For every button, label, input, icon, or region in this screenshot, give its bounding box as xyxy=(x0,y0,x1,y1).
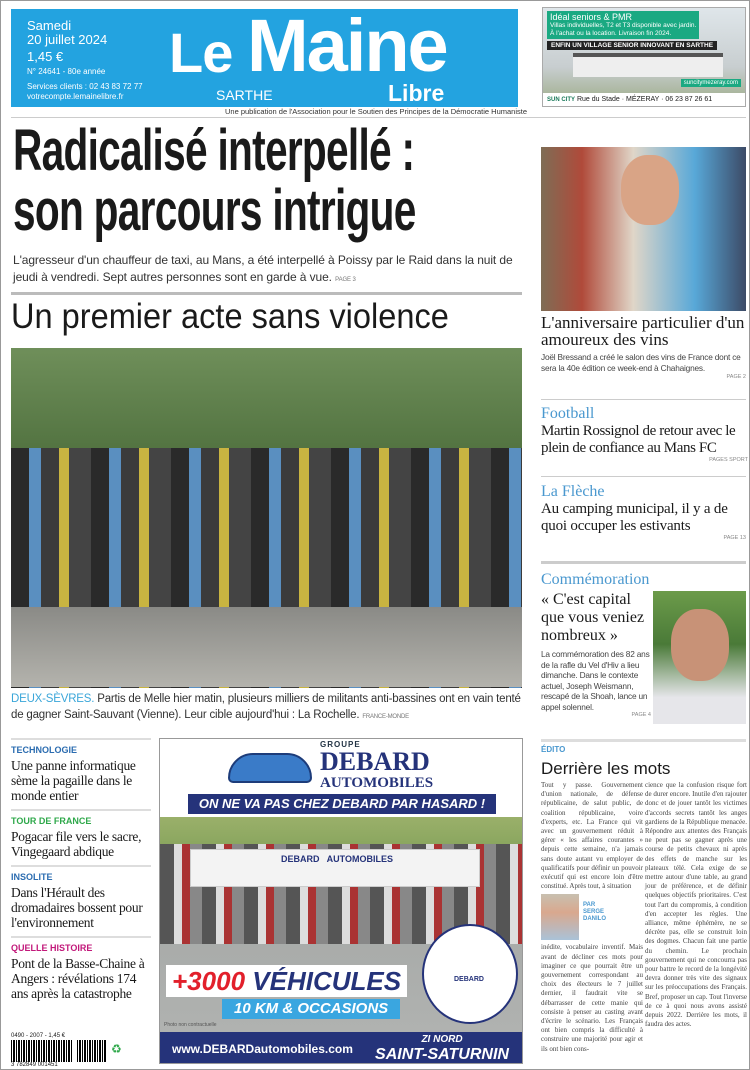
date: 20 juillet 2024 xyxy=(27,32,108,47)
edito-author xyxy=(541,894,643,940)
page-ref: PAGES SPORT xyxy=(709,457,748,463)
brief-category: TOUR DE FRANCE xyxy=(11,816,92,826)
barcode-top: 0490 - 2007 - 1,45 € xyxy=(11,1033,66,1039)
ad-city: SAINT-SATURNIN xyxy=(375,1046,509,1063)
vehicles-label: VÉHICULES xyxy=(252,966,402,996)
story-lead: La commémoration des 82 ans de la rafle du Vel d'Hiv a lieu dimanche. Dans le contexte actuel, Joseph Weismann, rescapé de la Shoah, lance un appel solennel. xyxy=(541,649,650,712)
edito-text: Tout y passe. Gouvernement d'union nationale, de défense républicaine, de salut public, de coalition républicaine, voire d'experts, etc. La France qui vit avec un gouvernement réduit à gérer « les affaires courantes » depuis cette semaine, n'a jamais sans doute autant vu employer de qualificatifs pour définir un pouvoir exécutif qui est encore loin d'être constitué. Après tout, à situation xyxy=(541,781,643,891)
ad-subline: 10 KM & OCCASIONS xyxy=(222,999,400,1019)
masthead xyxy=(11,4,518,107)
protest-photo xyxy=(11,348,522,687)
divider xyxy=(541,399,746,400)
edito-kicker: ÉDITO xyxy=(541,745,566,754)
lead-headline[interactable] xyxy=(13,118,523,243)
story-title: Au camping municipal, il y a de quoi occuper les estivants xyxy=(541,501,728,534)
page-ref: FRANCE-MONDE xyxy=(362,714,409,720)
story-title: Martin Rossignol de retour avec le plein de confiance au Mans FC xyxy=(541,423,736,456)
edito-column-2: cience que la confusion risque fort de durer encore. Inutile d'en rajouter donc et de jouer tantôt les victimes d'accords secrets tantôt les anges gardiens de la République menacée. Répondre aux attentes des Français ne peut pas se gagner après une course de petits chevaux ni après des effets de manche sur les plateaux télé. Cela exige de se mettre autour d'une table, au grand jour de préférence, et de définir quelques objectifs prioritaires. C'est tout l'art du compromis, à condition d'en accepter les règles. Une alliance, même éphémère, ne se décrète pas, elle se construit loin des dogmes. Chacun fait une partie du chemin. Le prochain gouvernement qui ne concourra pas pour battre le record de la longévité devra donner très vite des signaux sur les préoccupations des Français. Bref, proposer un cap. Tout l'inverse de ce à quoi nous avons assisté depuis 2022. Derrière les mots, il faudra des actes. xyxy=(645,781,747,1029)
top-advert[interactable] xyxy=(542,7,746,107)
brief-item[interactable] xyxy=(11,809,151,865)
photo-credit: Photo non contractuelle xyxy=(164,1022,217,1028)
page-ref: PAGE 2 xyxy=(726,374,746,380)
location-map xyxy=(422,924,518,1024)
weismann-photo xyxy=(653,591,746,724)
lead-summary xyxy=(13,252,523,289)
ad-vehicles xyxy=(166,965,407,997)
brief-title: Pogacar file vers le sacre, Vingegaard abdique xyxy=(11,829,142,859)
barcode-addon xyxy=(77,1040,107,1062)
logo-libre: Libre xyxy=(388,80,445,106)
story-title: « C'est capital que vous veniez nombreux » xyxy=(541,591,645,644)
sidebar-briefs xyxy=(11,738,151,1007)
day: Samedi xyxy=(27,18,72,33)
story-anniversary[interactable] xyxy=(541,314,746,381)
map-label: DEBARD xyxy=(454,976,484,983)
divider xyxy=(11,292,522,295)
edito-text: inédite, vocabulaire inventif. Mais avant de décliner ces mots pour imaginer ce que pourrait être un gouvernement correspondant au choix des électeurs le 7 juillet dernier, il faudrait vite se débarrasser de cette manie qui consiste à penser au casting avant d'écrire le scénario. Les Français ont bien compris la difficulté à construire une majorité pour agir et ils ont bien cons- xyxy=(541,943,643,1053)
divider xyxy=(541,561,746,564)
advert-address: Rue du Stade · MÉZERAY · 06 23 87 26 61 xyxy=(576,96,713,103)
barcode xyxy=(11,1033,151,1070)
caption-text: Partis de Melle hier matin, plusieurs milliers de militants anti-bassines ont en vain tenté de gagner Saint-Sauvant (Vienne). Leur cible aujourd'hui : La Rochelle. xyxy=(11,693,521,721)
advert-brand: SUN CITY xyxy=(547,97,576,103)
car-logo-icon xyxy=(228,753,312,783)
ad-footer xyxy=(160,1032,522,1064)
brief-category: INSOLITE xyxy=(11,872,53,882)
photo-caption xyxy=(11,691,523,725)
story-kicker: Football xyxy=(541,405,595,422)
ad-brand2: AUTOMOBILES xyxy=(320,775,434,791)
dealership-building xyxy=(190,849,480,887)
face xyxy=(671,609,729,681)
page-ref: PAGE 3 xyxy=(335,277,356,283)
ad-brand: DEBARD xyxy=(320,747,430,776)
barcode-bars xyxy=(11,1040,73,1062)
story-kicker: La Flèche xyxy=(541,483,605,500)
story-lead: Joël Bressand a créé le salon des vins de France dont ce sera la 40e édition ce week-end à Chahaignes. xyxy=(541,352,741,373)
story-title: L'anniversaire particulier d'un amoureux des vins xyxy=(541,313,745,349)
ad-url[interactable]: www.DEBARDautomobiles.com xyxy=(172,1042,353,1056)
logo-le: Le xyxy=(169,21,233,84)
house-image xyxy=(573,53,723,77)
edito-byline: PAR SERGE DANILO xyxy=(583,902,606,923)
brief-item[interactable] xyxy=(11,738,151,809)
logo-maine: Maine xyxy=(247,4,447,87)
author-photo xyxy=(541,894,579,940)
edition-label: SARTHE xyxy=(216,87,273,103)
web-link[interactable]: votrecompte.lemainelibre.fr xyxy=(27,92,124,101)
debard-advert[interactable] xyxy=(159,738,523,1064)
caption-kicker: DEUX-SÈVRES. xyxy=(11,693,95,705)
page-ref: PAGE 13 xyxy=(723,535,746,541)
brief-title: Dans l'Hérault des dromadaires bossent pour l'environnement xyxy=(11,885,143,930)
price: 1,45 € xyxy=(27,49,64,64)
barcode-number: 3 782849 001451 xyxy=(11,1062,58,1068)
ad-group: GROUPE xyxy=(320,740,361,749)
services-phone: Services clients : 02 43 83 72 77 xyxy=(27,82,143,91)
divider xyxy=(541,739,746,742)
brief-category: QUELLE HISTOIRE xyxy=(11,943,93,953)
divider xyxy=(541,476,746,477)
issue-number: N° 24641 - 80e année xyxy=(27,67,106,76)
advert-line: À l'achat ou la location. Livraison fin 2024. xyxy=(550,30,672,37)
brief-title: Une panne informatique sème la pagaille dans le monde entier xyxy=(11,758,136,803)
ad-slogan: ON NE VA PAS CHEZ DEBARD PAR HASARD ! xyxy=(188,794,496,814)
advert-url[interactable]: suncitymezeray.com xyxy=(681,79,741,87)
ad-location xyxy=(372,1034,512,1063)
brief-category: TECHNOLOGIE xyxy=(11,745,78,755)
road xyxy=(11,607,522,687)
face xyxy=(621,155,679,225)
advert-title: Idéal seniors & PMR xyxy=(550,12,633,22)
headline-text: Un premier acte sans violence xyxy=(11,297,449,336)
story-football[interactable] xyxy=(541,405,748,464)
recycle-icon: ♻ xyxy=(111,1041,122,1056)
building-sign: DEBARD AUTOMOBILES xyxy=(281,854,394,864)
edito-title[interactable]: Derrière les mots xyxy=(541,759,671,778)
summary-text: L'agresseur d'un chauffeur de taxi, au Mans, a été interpellé à Poissy par le Raid dans la nuit de jeudi à vendredi. Sept autres personnes sont en garde à vue. xyxy=(13,253,513,284)
tagline: Une publication de l'Association pour le Soutien des Principes de la Démocratie Humaniste xyxy=(224,107,527,116)
brief-item[interactable] xyxy=(11,865,151,936)
headline-line: son parcours intrigue xyxy=(13,178,416,243)
headline-line: Radicalisé interpellé : xyxy=(13,118,415,183)
brief-item[interactable] xyxy=(11,936,151,1007)
advert-green-box xyxy=(547,11,699,39)
vehicle-count: +3000 xyxy=(172,966,246,996)
page-ref: PAGE 4 xyxy=(631,712,651,718)
masthead-dateline xyxy=(27,19,167,102)
second-headline[interactable] xyxy=(11,297,482,337)
story-kicker: Commémoration xyxy=(541,571,650,588)
wine-lover-photo xyxy=(541,147,746,311)
advert-line: Villas individuelles, T2 et T3 disponible avec jardin. xyxy=(550,22,697,29)
brief-title: Pont de la Basse-Chaine à Angers : révélations 174 ans après la catastrophe xyxy=(11,956,145,1001)
story-commemoration[interactable] xyxy=(541,591,651,719)
story-la-fleche[interactable] xyxy=(541,483,746,542)
ad-zone: ZI NORD xyxy=(421,1034,463,1045)
edito-column-1 xyxy=(541,781,643,1054)
advert-footer xyxy=(543,93,745,106)
advert-banner: ENFIN UN VILLAGE SENIOR INNOVANT EN SARTHE xyxy=(547,41,717,50)
